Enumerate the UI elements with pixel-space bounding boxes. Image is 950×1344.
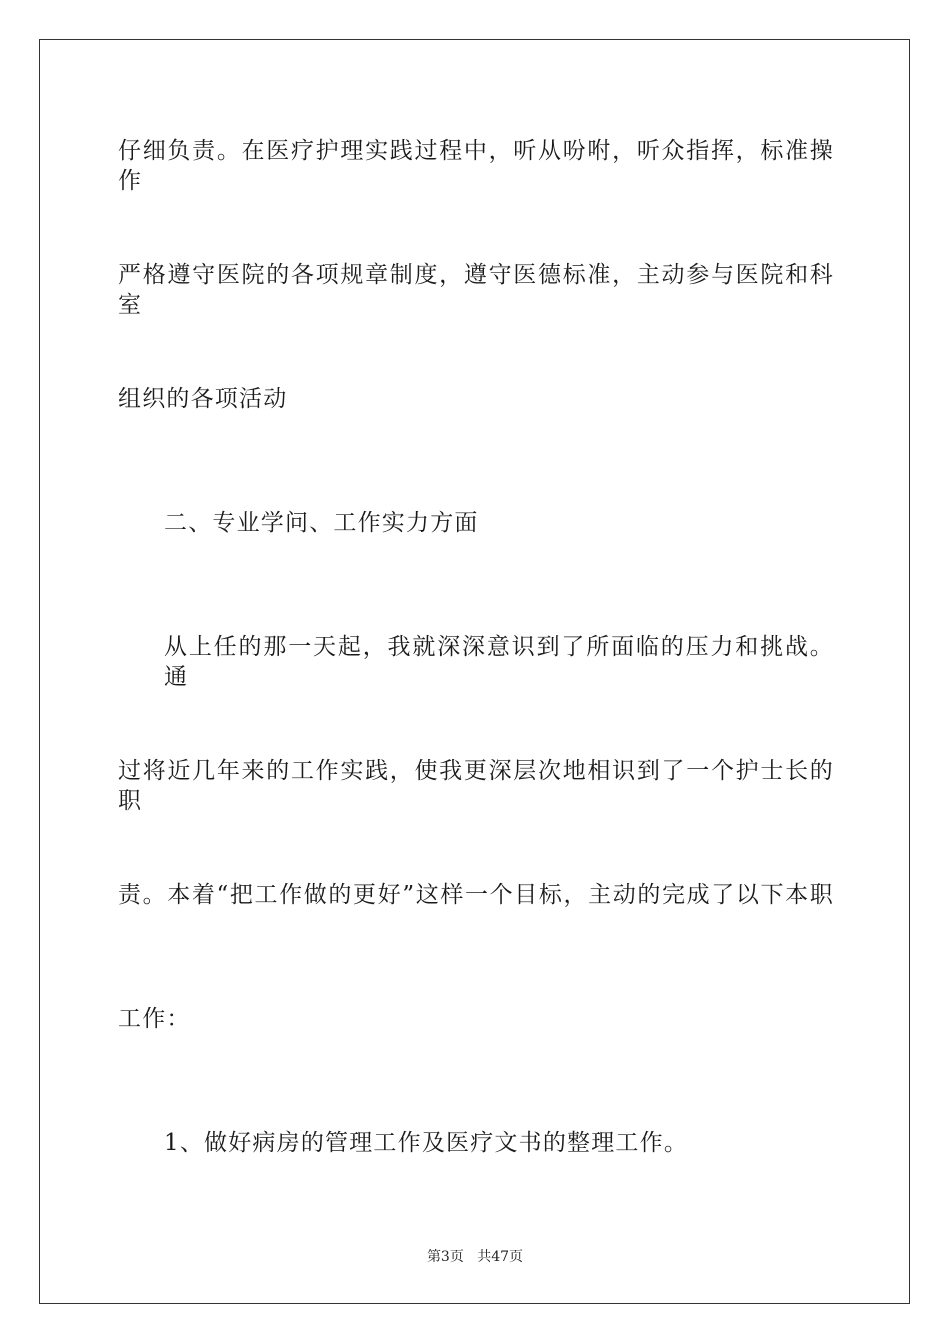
page-footer bbox=[0, 1248, 950, 1266]
body-line-7: 责。本着“把工作做的更好”这样一个目标，主动的完成了以下本职 bbox=[118, 882, 834, 908]
total-pages: 共47页 bbox=[477, 1249, 524, 1265]
section-heading: 二、专业学问、工作实力方面 bbox=[164, 510, 479, 536]
list-item-1: 1、做好病房的管理工作及医疗文书的整理工作。 bbox=[164, 1130, 689, 1156]
page-number: 第3页 bbox=[426, 1249, 464, 1265]
body-line-3: 组织的各项活动 bbox=[118, 386, 288, 412]
body-line-2: 严格遵守医院的各项规章制度，遵守医德标准，主动参与医院和科室 bbox=[118, 262, 834, 318]
body-line-5: 从上任的那一天起，我就深深意识到了所面临的压力和挑战。通 bbox=[164, 634, 834, 690]
body-line-6: 过将近几年来的工作实践，使我更深层次地相识到了一个护士长的职 bbox=[118, 758, 834, 814]
body-line-1: 仔细负责。在医疗护理实践过程中，听从吩咐，听众指挥，标准操作 bbox=[118, 138, 834, 194]
body-line-8: 工作： bbox=[118, 1006, 191, 1032]
